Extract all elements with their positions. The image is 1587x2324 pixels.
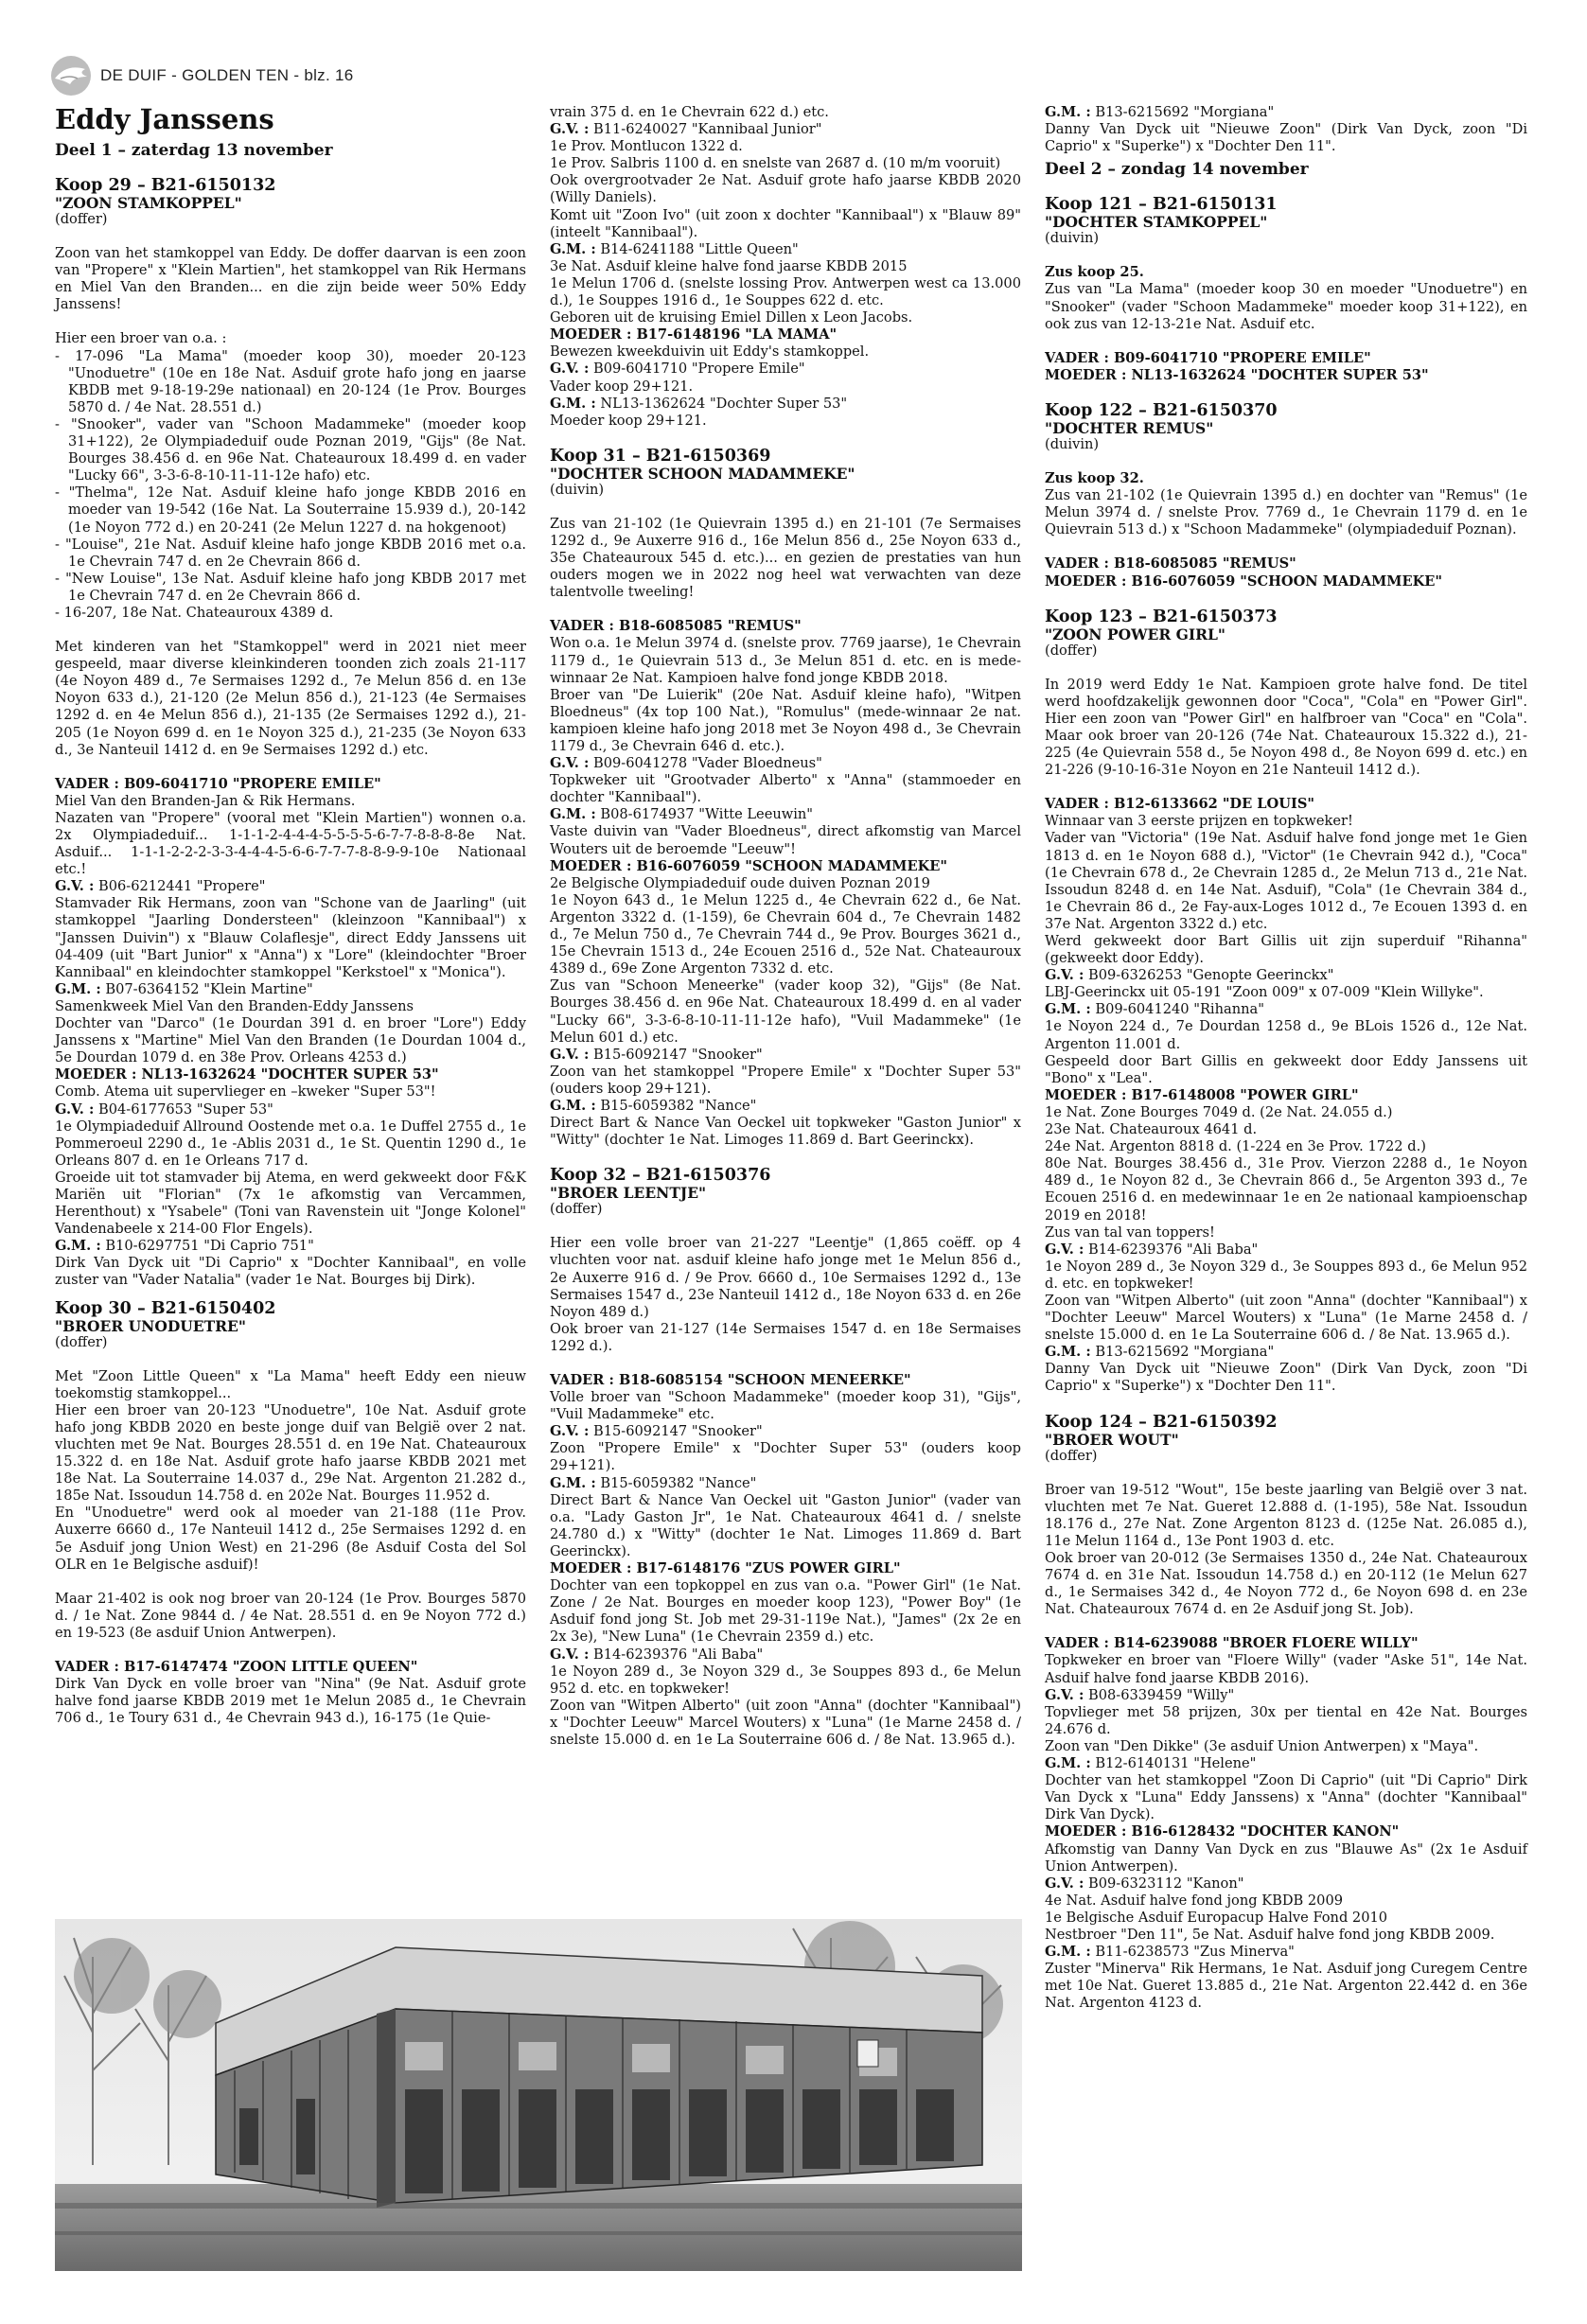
paragraph: Zus van 21-102 (1e Quievrain 1395 d.) en dochter van "Remus" (1e Melun 3974 d. / snelste Prov. 7769 d., 1e Chevrain 1179 d. en 1e Quievrain 513 d.) x "Schoon Madammeke" (olympiadeduif Poznan). xyxy=(1045,487,1527,538)
pedigree-label: G.M. : xyxy=(55,980,101,997)
lot-heading: Koop 31 – B21-6150369 xyxy=(550,446,771,466)
pedigree-text: Direct Bart & Nance Van Oeckel uit "Gaston Junior" (vader van o.a. "Lady Gaston Jr", 1e Nat. Chateauroux 4641 d. / snelste 24.780 d.) x "Witty" (dochter 1e Nat. Limoges 11.869 d. Bart Geerinckx). xyxy=(550,1491,1021,1559)
pedigree-label: G.M. : xyxy=(1045,1944,1091,1961)
pedigree-label: G.V. : xyxy=(1045,1241,1084,1258)
paragraph: vrain 375 d. en 1e Chevrain 622 d.) etc. xyxy=(550,104,829,120)
pedigree-line xyxy=(550,755,1021,772)
pedigree-label: G.V. : xyxy=(55,1100,95,1118)
paragraph: Zus koop 32. xyxy=(1045,470,1144,487)
paragraph: Met "Zoon Little Queen" x "La Mama" heeft Eddy een nieuw toekomstig stamkoppel... Hier een broer van 20-123 "Unoduetre", 10e Nat. Asduif grote hafo jong KBDB 2020 en beste jonge duif van België over 2 nat. vluchten met 9e Nat. Bourges 28.551 d. en 19e Nat. Chateauroux 15.322 d. en 18e Nat. Asduif grote hafo jaarse KBDB 2021 met 18e Nat. La Souterraine 14.037 d., 29e Nat. Argenton 21.282 d., 185e Nat. Issoudun 14.758 d. en 202e Nat. Bourges 11.952 d. En "Unoduetre" werd ook al moeder van 21-188 (11e Prov. Auxerre 6660 d., 17e Nanteuil 1412 d., 25e Sermaises 1292 d. en 5e Asduif jong Union West) en 21-296 (8e Asduif Costa del Sol OLR en 1e Belgische asduif)! xyxy=(55,1367,526,1573)
section-heading-deel-2: Deel 2 – zondag 14 november xyxy=(1045,160,1309,180)
lot-heading: Koop 30 – B21-6150402 xyxy=(55,1298,276,1318)
paragraph: Met kinderen van het "Stamkoppel" werd in 2021 niet meer gespeeld, maar diverse kleinkinderen toonden zich zoals 21-117 (4e Noyon 489 d., 7e Sermaises 1292 d., 7e Melun 856 d. en 13e Noyon 633 d.), 21-120 (2e Melun 856 d.), 21-123 (4e Sermaises 1292 d. en 4e Melun 856 d.), 21-135 (2e Sermaises 1292 d.), 21-205 (1e Noyon 699 d. en 1e Noyon 325 d.), 21-235 (3e Noyon 633 d., 3e Nanteuil 1412 d. en 9e Sermaises 1292 d.) etc. xyxy=(55,639,526,758)
lot-heading: Koop 121 – B21-6150131 xyxy=(1045,195,1278,215)
pedigree-text: Dirk Van Dyck en volle broer van "Nina" (9e Nat. Asduif grote halve fond jaarse KBDB 2019 met 1e Melun 2085 d., 1e Chevrain 706 d., 1e Toury 631 d., 4e Chevrain 943 d.), 16-175 (1e Quie- xyxy=(55,1676,526,1727)
column-2 xyxy=(550,104,1021,1749)
pedigree-text: Won o.a. 1e Melun 3974 d. (snelste prov. 7769 jaarse), 1e Chevrain 1179 d., 1e Quievrain 513 d., 3e Melun 851 d. etc. en is mede-winnaar 2e Nat. Kampioen halve fond jonge KBDB 2018. Broer van "De Luierik" (20e Nat. Asduif kleine hafo), "Witpen Bloedneus" (4x top 100 Nat.), "Romulus" (mede-winnaar 2e nat. kampioen kleine hafo jong 2018 met 3e Noyon 498 d., 3e Chevrain 1179 d., 3e Chevrain 646 d. etc.). xyxy=(550,635,1021,754)
pedigree-label: G.V. : xyxy=(1045,967,1084,984)
paragraph: Zoon van het stamkoppel van Eddy. De doffer daarvan is een zoon van "Propere" x "Klein Martien", het stamkoppel van Rik Hermans en Miel Van den Branden... en die zijn beide weer 50% Eddy Janssens! xyxy=(55,245,526,313)
pedigree-line xyxy=(550,361,1021,378)
pedigree-line xyxy=(550,1646,1021,1664)
list-item: - "Louise", 21e Nat. Asduif kleine hafo jonge KBDB 2016 met o.a. 1e Chevrain 747 d. en 2e Chevrain 866 d. xyxy=(55,536,526,570)
pedigree-label: G.M. : xyxy=(550,1474,596,1491)
pedigree-heading: VADER : B17-6147474 "ZOON LITTLE QUEEN" xyxy=(55,1659,418,1676)
pedigree-line xyxy=(1045,1344,1527,1361)
pedigree-line xyxy=(55,1101,526,1118)
pedigree-ring: B15-6092147 "Snooker" xyxy=(589,1423,763,1440)
pedigree-label: G.M. : xyxy=(550,1097,596,1114)
lot-sex: (duivin) xyxy=(1045,230,1100,247)
pedigree-line xyxy=(550,1423,1021,1440)
pedigree-label: G.V. : xyxy=(550,1646,590,1663)
page-header xyxy=(49,57,354,95)
list-item: - "New Louise", 13e Nat. Asduif kleine hafo jong KBDB 2017 met 1e Chevrain 747 d. en 2e Chevrain 866 d. xyxy=(55,570,526,604)
pedigree-heading: VADER : B09-6041710 "PROPERE EMILE" xyxy=(55,775,381,792)
pedigree-label: G.M. : xyxy=(550,240,596,257)
pedigree-line xyxy=(550,1475,1021,1492)
pedigree-label: G.V. : xyxy=(550,1423,590,1440)
pedigree-ring: B14-6241188 "Little Queen" xyxy=(595,240,799,257)
pedigree-line xyxy=(1045,1875,1527,1893)
pedigree-line xyxy=(550,241,1021,258)
pedigree-label: G.M. : xyxy=(550,395,596,412)
pedigree-line xyxy=(550,121,1021,138)
lot-sex: (doffer) xyxy=(1045,642,1098,659)
pedigree-text: 1e Noyon 289 d., 3e Noyon 329 d., 3e Souppes 893 d., 6e Melun 952 d. etc. en topkweker! Zoon van "Witpen Alberto" (uit zoon "Anna" (dochter "Kannibaal") x "Dochter Leeuw" Marcel Wouters) x "Luna" (1e Marne 2458 d. / snelste 15.000 d. en 1e La Souterraine 606 d. / 8e Nat. 13.965 d.). xyxy=(1045,1258,1527,1344)
lot-name: "DOCHTER STAMKOPPEL" xyxy=(1045,213,1268,232)
pedigree-ring: B12-6140131 "Helene" xyxy=(1090,1755,1257,1772)
pedigree-line xyxy=(1045,1755,1527,1772)
pedigree-text: 1e Prov. Montlucon 1322 d. 1e Prov. Salbris 1100 d. en snelste van 2687 d. (10 m/m vooruit) Ook overgrootvader 2e Nat. Asduif grote hafo jaarse KBDB 2020 (Willy Daniels). Komt uit "Zoon Ivo" (uit zoon x dochter "Kannibaal") x "Blauw 89" (inteelt "Kannibaal"). xyxy=(550,138,1021,240)
pedigree-ring: B04-6177653 "Super 53" xyxy=(94,1100,273,1118)
pedigree-label: G.V. : xyxy=(1045,1686,1084,1703)
pedigree-text: Vaste duivin van "Vader Bloedneus", direct afkomstig van Marcel Wouters uit de beroemde "Leeuw"! xyxy=(550,823,1021,857)
pedigree-label: G.M. : xyxy=(1045,1755,1091,1772)
pedigree-heading: VADER : B14-6239088 "BROER FLOERE WILLY" xyxy=(1045,1635,1419,1652)
pedigree-line xyxy=(550,1098,1021,1115)
pedigree-text: Winnaar van 3 eerste prijzen en topkweker! Vader van "Victoria" (19e Nat. Asduif halve fond jonge met 1e Gien 1813 d. en 1e Noyon 688 d.), "Victor" (1e Chevrain 942 d.), "Coca" (1e Chevrain 678 d., 2e Chevrain 1285 d., 2e Melun 713 d., 21e Nat. Issoudun 8248 d. en 14e Nat. Asduif), "Cola" (1e Chevrain 384 d., 1e Chevrain 86 d., 2e Fay-aux-Loges 1012 d., 7e Ecouen 1393 d. en 37e Nat. Argenton 3322 d.) etc. Werd gekweekt door Bart Gillis uit zijn superduif "Rihanna" (gekweekt door Eddy). xyxy=(1045,813,1527,967)
pedigree-text: Dirk Van Dyck uit "Di Caprio" x "Dochter Kannibaal", en volle zuster van "Vader Natalia" (vader 1e Nat. Bourges bij Dirk). xyxy=(55,1255,526,1289)
lot-name: "BROER UNODUETRE" xyxy=(55,1316,246,1335)
pedigree-line xyxy=(55,1238,526,1255)
pedigree-line xyxy=(550,396,1021,413)
pedigree-line xyxy=(55,878,526,895)
pedigree-text: Dochter van het stamkoppel "Zoon Di Caprio" (uit "Di Caprio" Dirk Van Dyck x "Luna" Eddy Janssens) x "Anna" (dochter "Kannibaal" Dirk Van Dyck). xyxy=(1045,1772,1527,1823)
pedigree-ring: B08-6339459 "Willy" xyxy=(1084,1686,1235,1703)
pedigree-text: 1e Nat. Zone Bourges 7049 d. (2e Nat. 24.055 d.) 23e Nat. Chateauroux 4641 d. 24e Nat. Argenton 8818 d. (1-224 en 3e Prov. 1722 d.) 80e Nat. Bourges 38.456 d., 31e Prov. Vierzon 2288 d., 1e Noyon 489 d., 1e Noyon 82 d., 3e Chevrain 866 d., 5e Argenton 393 d., 7e Ecouen 2516 d. en medewinnaar 1e en 2e nationaal kampioenschap 2019 en 2018! Zus van tal van toppers! xyxy=(1045,1103,1527,1241)
pedigree-ring: B15-6092147 "Snooker" xyxy=(589,1046,763,1063)
pedigree-ring: B09-6326253 "Genopte Geerinckx" xyxy=(1084,967,1334,984)
pedigree-line xyxy=(1045,1001,1527,1018)
lot-sex: (doffer) xyxy=(1045,1447,1098,1464)
pedigree-label: G.V. : xyxy=(550,1046,590,1063)
pedigree-ring: NL13-1362624 "Dochter Super 53" xyxy=(595,395,848,412)
pedigree-label: G.V. : xyxy=(1045,1875,1084,1892)
pedigree-label: G.M. : xyxy=(1045,104,1091,120)
pedigree-text: Topkweker uit "Grootvader Alberto" x "Anna" (stammoeder en dochter "Kannibaal"). xyxy=(550,772,1021,806)
pedigree-text: Vader koop 29+121. xyxy=(550,378,694,395)
pedigree-text: Zoon van het stamkoppel "Propere Emile" x "Dochter Super 53" (ouders koop 29+121). xyxy=(550,1063,1021,1097)
pedigree-text: Comb. Atema uit supervlieger en –kweker "Super 53"! xyxy=(55,1083,436,1100)
list-item: - 17-096 "La Mama" (moeder koop 30), moeder 20-123 "Unoduetre" (10e en 18e Nat. Asduif grote hafo jong en jaarse KBDB met 9-18-19-29e nationaal) en 20-124 (1e Prov. Bourges 5870 d. / 4e Nat. 28.551 d.) xyxy=(55,347,526,415)
dove-logo-icon xyxy=(49,54,93,97)
pedigree-line xyxy=(1045,967,1527,984)
pedigree-ring: B06-6212441 "Propere" xyxy=(94,878,266,895)
pedigree-text: Zuster "Minerva" Rik Hermans, 1e Nat. Asduif jong Curegem Centre met 10e Nat. Gueret 13.885 d., 21e Nat. Argenton 22.442 d. en 36e Nat. Argenton 4123 d. xyxy=(1045,1961,1527,2012)
pedigree-ring: B15-6059382 "Nance" xyxy=(595,1474,757,1491)
pigeon-loft-photo xyxy=(55,1919,1022,2271)
paragraph: In 2019 werd Eddy 1e Nat. Kampioen grote halve fond. De titel werd hoofdzakelijk gewonnen door "Coca", "Cola" en "Power Girl". Hier een zoon van "Power Girl" en halfbroer van "Coca" en "Cola". Maar ook broer van 20-126 (74e Nat. Chateauroux 15.322 d.), 21-225 (4e Quievrain 558 d., 5e Noyon 498 d., 8e Noyon 699 d. etc.) en 21-226 (9-10-16-31e Noyon en 21e Nanteuil 1412 d.). xyxy=(1045,676,1527,779)
pedigree-text: 1e Noyon 224 d., 7e Dourdan 1258 d., 9e BLois 1526 d., 12e Nat. Argenton 11.001 d. Gespeeld door Bart Gillis en gekweekt door Eddy Janssens uit "Bono" x "Lea". xyxy=(1045,1018,1527,1086)
header-text: DE DUIF - GOLDEN TEN - blz. 16 xyxy=(100,66,354,84)
pedigree-ring: B10-6297751 "Di Caprio 751" xyxy=(100,1238,314,1255)
lot-name: "ZOON POWER GIRL" xyxy=(1045,625,1226,643)
pedigree-text: Volle broer van "Schoon Madammeke" (moeder koop 31), "Gijs", "Vuil Madammeke" etc. xyxy=(550,1389,1021,1423)
pedigree-heading: MOEDER : NL13-1632624 "DOCHTER SUPER 53" xyxy=(55,1066,439,1083)
pedigree-line xyxy=(1045,104,1527,121)
pedigree-heading: MOEDER : B17-6148196 "LA MAMA" xyxy=(550,326,838,343)
lot-name: "DOCHTER REMUS" xyxy=(1045,418,1214,437)
pedigree-text: Direct Bart & Nance Van Oeckel uit topkweker "Gaston Junior" x "Witty" (dochter 1e Nat. Limoges 11.869 d. Bart Geerinckx). xyxy=(550,1115,1021,1149)
pedigree-heading: MOEDER : B17-6148176 "ZUS POWER GIRL" xyxy=(550,1560,901,1577)
paragraph: Zus koop 25. xyxy=(1045,264,1144,281)
lot-heading: Koop 123 – B21-6150373 xyxy=(1045,607,1278,626)
paragraph: Broer van 19-512 "Wout", 15e beste jaarling van België over 3 nat. vluchten met 7e Nat. Gueret 12.888 d. (1-195), 58e Nat. Issoudun 18.176 d., 27e Nat. Zone Argenton 8123 d. (125e Nat. 26.085 d.), 11e Melun 1164 d., 13e Pont 1903 d. etc. Ook broer van 20-012 (3e Sermaises 1350 d., 24e Nat. Chateauroux 7674 d. en 31e Nat. Issoudun 14.758 d.) en 20-112 (1e Melun 627 d., 1e Sermaises 342 d., 4e Noyon 772 d., 6e Noyon 698 d. en 23e Nat. Chateauroux 7674 d. en 2e Asduif jong St. Job). xyxy=(1045,1481,1527,1618)
pedigree-label: G.V. : xyxy=(55,878,95,895)
pedigree-heading: VADER : B18-6085154 "SCHOON MENEERKE" xyxy=(550,1372,911,1388)
pedigree-ring: B15-6059382 "Nance" xyxy=(595,1097,757,1114)
pedigree-text: Topvlieger met 58 prijzen, 30x per tiental en 42e Nat. Bourges 24.676 d. Zoon van "Den Dikke" (3e asduif Union Antwerpen) x "Maya". xyxy=(1045,1703,1527,1754)
pedigree-line xyxy=(55,981,526,998)
lot-sex: (duivin) xyxy=(1045,435,1100,452)
list-item: - "Thelma", 12e Nat. Asduif kleine hafo jonge KBDB 2016 en moeder van 19-542 (16e Nat. La Souterraine 15.939 d.), 20-142 (1e Noyon 772 d.) en 20-241 (2e Melun 1227 d. na hokgenoot) xyxy=(55,484,526,536)
pedigree-ring: B07-6364152 "Klein Martine" xyxy=(100,980,313,997)
pedigree-text: Samenkweek Miel Van den Branden-Eddy Janssens Dochter van "Darco" (1e Dourdan 391 d. en broer "Lore") Eddy Janssens x "Martine" Miel Van den Branden (1e Dourdan 1004 d., 5e Dourdan 1079 d. en 38e Prov. Orleans 4253 d.) xyxy=(55,997,526,1066)
pedigree-line xyxy=(1045,1687,1527,1704)
pedigree-label: G.M. : xyxy=(1045,1344,1091,1361)
pedigree-label: G.M. : xyxy=(550,806,596,823)
pedigree-heading: VADER : B18-6085085 "REMUS" xyxy=(1045,555,1296,572)
lot-sex: (duivin) xyxy=(550,481,605,498)
pedigree-ring: B09-6041240 "Rihanna" xyxy=(1090,1001,1264,1018)
pedigree-text: 4e Nat. Asduif halve fond jong KBDB 2009 1e Belgische Asduif Europacup Halve Fond 2010 Nestbroer "Den 11", 5e Nat. Asduif halve fond jong KBDB 2009. xyxy=(1045,1892,1495,1943)
lot-name: "BROER WOUT" xyxy=(1045,1430,1179,1449)
pedigree-text: Zoon "Propere Emile" x "Dochter Super 53" (ouders koop 29+121). xyxy=(550,1440,1021,1474)
lot-heading: Koop 124 – B21-6150392 xyxy=(1045,1412,1278,1432)
pedigree-label: G.M. : xyxy=(1045,1001,1091,1018)
pedigree-text: Dochter van een topkoppel en zus van o.a. "Power Girl" (1e Nat. Zone / 2e Nat. Bourges en moeder koop 123), "Power Boy" (1e Asduif fond jong St. Job met 29-31-119e Nat.), "James" (2x 2e en 2x 3e), "New Luna" (1e Chevrain 2359 d.) etc. xyxy=(550,1577,1021,1646)
pedigree-text: Topkweker en broer van "Floere Willy" (vader "Aske 51", 14e Nat. Asduif halve fond jaarse KBDB 2016). xyxy=(1045,1652,1527,1686)
lot-sex: (doffer) xyxy=(550,1201,603,1218)
pedigree-ring: B11-6238573 "Zus Minerva" xyxy=(1090,1944,1295,1961)
pedigree-label: G.M. : xyxy=(55,1238,101,1255)
pedigree-ring: B13-6215692 "Morgiana" xyxy=(1090,1344,1275,1361)
pedigree-line xyxy=(550,1047,1021,1064)
pedigree-text: Moeder koop 29+121. xyxy=(550,412,707,429)
pedigree-label: G.V. : xyxy=(550,755,590,772)
column-1 xyxy=(55,102,526,1727)
pedigree-text: 1e Noyon 289 d., 3e Noyon 329 d., 3e Souppes 893 d., 6e Melun 952 d. etc. en topkweker! Zoon van "Witpen Alberto" (uit zoon "Anna" (dochter "Kannibaal") x "Dochter Leeuw" Marcel Wouters) x "Luna" (1e Marne 2458 d. / snelste 15.000 d. en 1e La Souterraine 606 d. / 8e Nat. 13.965 d.). xyxy=(550,1663,1021,1748)
pedigree-heading: MOEDER : B17-6148008 "POWER GIRL" xyxy=(1045,1086,1359,1103)
lot-heading: Koop 32 – B21-6150376 xyxy=(550,1166,771,1186)
pedigree-text: 3e Nat. Asduif kleine halve fond jaarse KBDB 2015 1e Melun 1706 d. (snelste lossing Prov. Antwerpen west ca 13.000 d.), 1e Souppes 1916 d., 1e Souppes 622 d. etc. Geboren uit de kruising Emiel Dillen x Leon Jacobs. xyxy=(550,257,1021,326)
pedigree-line xyxy=(1045,1241,1527,1259)
pedigree-ring: B11-6240027 "Kannibaal Junior" xyxy=(589,121,822,138)
pedigree-heading: VADER : B18-6085085 "REMUS" xyxy=(550,618,802,635)
pedigree-ring: B13-6215692 "Morgiana" xyxy=(1090,104,1275,120)
pedigree-ring: B09-6041278 "Vader Bloedneus" xyxy=(589,755,822,772)
pedigree-text: Afkomstig van Danny Van Dyck en zus "Blauwe As" (2x 1e Asduif Union Antwerpen). xyxy=(1045,1840,1527,1875)
lot-name: "BROER LEENTJE" xyxy=(550,1184,707,1203)
column-3 xyxy=(1045,104,1527,2012)
pedigree-ring: B08-6174937 "Witte Leeuwin" xyxy=(595,806,813,823)
paragraph: Zus van 21-102 (1e Quievrain 1395 d.) en 21-101 (7e Sermaises 1292 d., 9e Auxerre 916 d., 16e Melun 856 d., 25e Noyon 633 d., 35e Chateauroux 545 d. etc.)... en gezien de prestaties van hun ouders mogen we in 2022 nog heel wat verwachten van deze talentvolle tweeling! xyxy=(550,515,1021,601)
pedigree-text: Bewezen kweekduivin uit Eddy's stamkoppel. xyxy=(550,343,870,361)
pedigree-heading: VADER : B09-6041710 "PROPERE EMILE" xyxy=(1045,349,1371,366)
pedigree-ring: B09-6323112 "Kanon" xyxy=(1084,1875,1244,1892)
pedigree-line xyxy=(1045,1944,1527,1961)
list-item: - 16-207, 18e Nat. Chateauroux 4389 d. xyxy=(55,604,334,621)
pedigree-heading: MOEDER : NL13-1632624 "DOCHTER SUPER 53" xyxy=(1045,366,1429,383)
list-item: - "Snooker", vader van "Schoon Madammeke" (moeder koop 31+122), 2e Olympiadeduif oude Poznan 2019, "Gijs" (8e Nat. Bourges 38.456 d. en 96e Nat. Chateauroux 18.499 d. en vader "Lucky 66", 3-3-6-8-10-11-11-12e hafo) etc. xyxy=(55,415,526,484)
lot-name: "ZOON STAMKOPPEL" xyxy=(55,194,242,212)
paragraph: Hier een volle broer van 21-227 "Leentje" (1,865 coëff. op 4 vluchten voor nat. asduif kleine hafo jonge met 1e Melun 856 d., 2e Auxerre 916 d. / 9e Prov. 6660 d., 10e Sermaises 1292 d., 13e Sermaises 1547 d., 23e Nanteuil 1412 d., 18e Noyon 633 d. en 26e Noyon 489 d.) Ook broer van 21-127 (14e Sermaises 1547 d. en 18e Sermaises 1292 d.). xyxy=(550,1235,1021,1354)
pedigree-text: Stamvader Rik Hermans, zoon van "Schone van de Jaarling" (uit stamkoppel "Jaarling Dondersteen" (kleinzoon "Kannibaal") x "Janssen Duivin") x "Blauw Colaflesje", direct Eddy Janssens uit 04-409 (uit "Bart Junior" x "Anna") x "Lore" (kleindochter "Broer Kannibaal" en kleindochter stamkoppel "Kerkstoel" x "Monica"). xyxy=(55,895,526,980)
pedigree-heading: MOEDER : B16-6128432 "DOCHTER KANON" xyxy=(1045,1823,1400,1840)
pedigree-text: Miel Van den Branden-Jan & Rik Hermans. Nazaten van "Propere" (vooral met "Klein Martien") wonnen o.a. 2x Olympiadeduif... 1-1-1-2-4-4-4-5-5-5-5-6-7-7-8-8-8-8e Nat. Asduif... 1-1-1-2-2-2-3-3-4-4-4-5-6-6-7-7-7-8-8-9-9-10e Nationaal etc.! xyxy=(55,792,526,878)
loft-illustration xyxy=(55,1919,1022,2271)
pedigree-text: 2e Belgische Olympiadeduif oude duiven Poznan 2019 1e Noyon 643 d., 1e Melun 1225 d., 4e Chevrain 622 d., 6e Nat. Argenton 3322 d. (1-159), 6e Chevrain 604 d., 7e Chevrain 1482 d., 7e Melun 750 d., 7e Chevrain 744 d., 9e Prov. Bourges 3621 d., 15e Chevrain 1513 d., 24e Ecouen 2516 d., 52e Nat. Chateauroux 4389 d., 69e Zone Argenton 7332 d. etc. Zus van "Schoon Meneerke" (vader koop 32), "Gijs" (8e Nat. Bourges 38.456 d. en 96e Nat. Chateauroux 18.499 d. en al vader "Lucky 66", 3-3-6-8-10-11-11-12e hafo), "Vuil Madammeke" (1e Melun 601 d.) etc. xyxy=(550,874,1021,1046)
pedigree-text: LBJ-Geerinckx uit 05-191 "Zoon 009" x 07-009 "Klein Willyke". xyxy=(1045,984,1484,1001)
pedigree-text: Danny Van Dyck uit "Nieuwe Zoon" (Dirk Van Dyck, zoon "Di Caprio" x "Superke") x "Dochter Den 11". xyxy=(1045,1361,1527,1395)
pedigree-line xyxy=(550,806,1021,823)
pedigree-label: G.V. : xyxy=(550,361,590,378)
pedigree-ring: B09-6041710 "Propere Emile" xyxy=(589,361,805,378)
paragraph: Zus van "La Mama" (moeder koop 30 en moeder "Unoduetre") en "Snooker" (vader "Schoon Madammeke" moeder koop 31+122), en ook zus van 12-13-21e Nat. Asduif etc. xyxy=(1045,281,1527,332)
lot-heading: Koop 29 – B21-6150132 xyxy=(55,176,276,195)
pedigree-text: 1e Olympiadeduif Allround Oostende met o.a. 1e Duffel 2755 d., 1e Pommeroeul 2290 d., 1e -Ablis 2031 d., 1e St. Quentin 1290 d., 1e Orleans 807 d. en 1e Orleans 717 d. Groeide uit tot stamvader bij Atema, en werd gekweekt door F&K Mariën uit "Florian" (7x 1e afkomstig van Vercammen, Herenthout) x "Ysabele" (Toni van Ravenstein uit "Jonge Kolonel" Vandenabeele x 214-00 Flor Engels). xyxy=(55,1118,526,1238)
lot-name: "DOCHTER SCHOON MADAMMEKE" xyxy=(550,464,855,483)
lot-heading: Koop 122 – B21-6150370 xyxy=(1045,400,1278,420)
lot-sex: (doffer) xyxy=(55,211,108,227)
paragraph: Maar 21-402 is ook nog broer van 20-124 (1e Prov. Bourges 5870 d. / 1e Nat. Zone 9844 d. / 4e Nat. 28.551 d. en 9e Noyon 772 d.) en 19-523 (8e asduif Union Antwerpen). xyxy=(55,1590,526,1641)
pedigree-text: Danny Van Dyck uit "Nieuwe Zoon" (Dirk Van Dyck, zoon "Di Caprio" x "Superke") x "Dochter Den 11". xyxy=(1045,121,1527,155)
section-heading-deel-1: Deel 1 – zaterdag 13 november xyxy=(55,141,333,160)
pedigree-heading: MOEDER : B16-6076059 "SCHOON MADAMMEKE" xyxy=(550,857,947,874)
pedigree-label: G.V. : xyxy=(550,121,590,138)
article-title: Eddy Janssens xyxy=(55,103,274,135)
pedigree-heading: MOEDER : B16-6076059 "SCHOON MADAMMEKE" xyxy=(1045,572,1442,590)
pedigree-ring: B14-6239376 "Ali Baba" xyxy=(1084,1241,1259,1258)
paragraph: Hier een broer van o.a. : xyxy=(55,330,227,347)
pedigree-ring: B14-6239376 "Ali Baba" xyxy=(589,1646,764,1663)
pedigree-heading: VADER : B12-6133662 "DE LOUIS" xyxy=(1045,796,1314,813)
lot-sex: (doffer) xyxy=(55,1333,108,1350)
